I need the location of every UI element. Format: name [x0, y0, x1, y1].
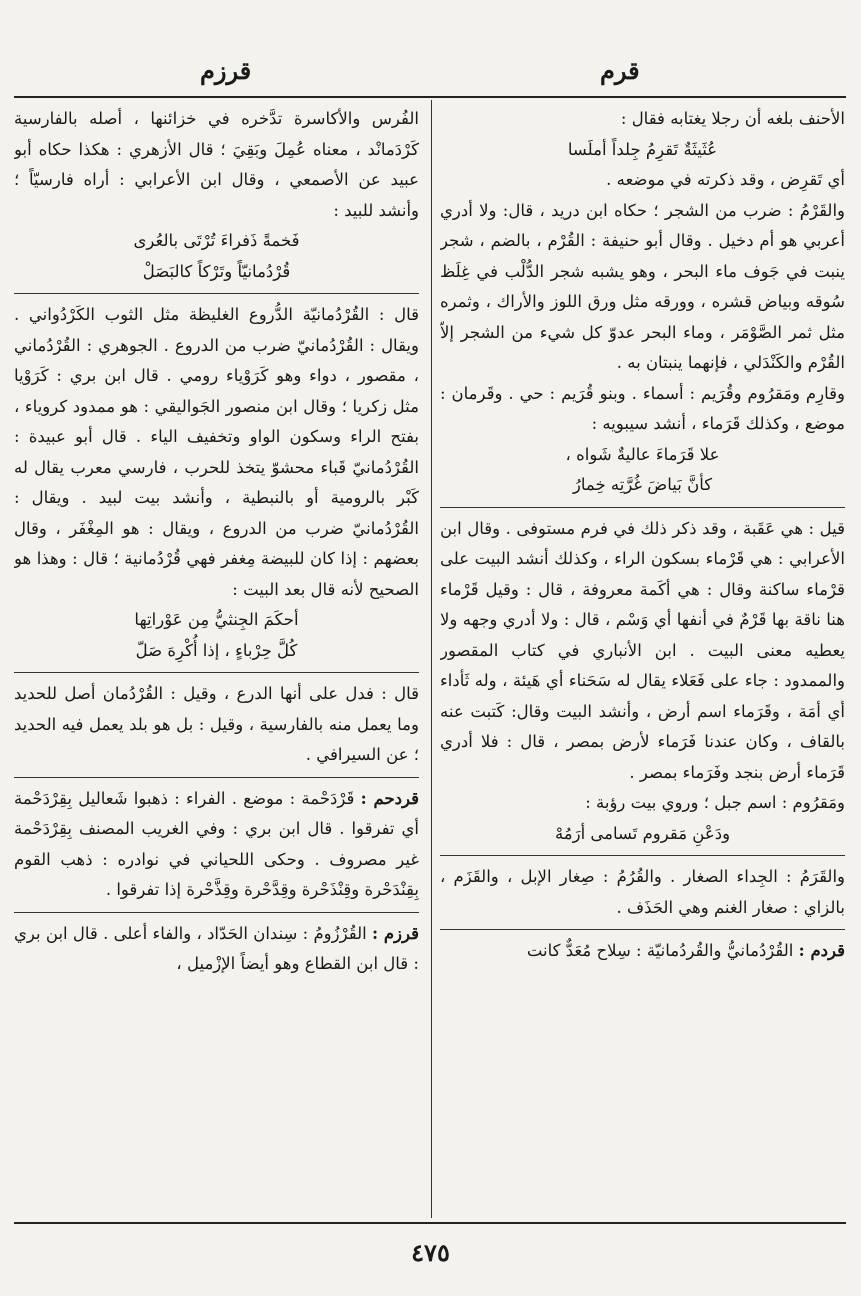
paragraph: الفُرس والأكاسرة تدَّخره في خزائنها ، أصله بالفارسية كَرْدَمانْد ، معناه عُمِلَ وبَقِيَ ؛ قال الأزهري : هكذا حكاه أبو عبيد عن الأصمعي ، وقال ابن الأعرابي : أراه فارسيّاً ؛ وأنشد للبيد :	[14, 109, 419, 220]
bottom-rule	[14, 1222, 846, 1224]
entry-text: قَرْدَحْمة : موضع . الفراء : ذهبوا شَعاليل بِقِرْدَحْمة أي تفرقوا . قال ابن بري : وفي الغريب المصنف بِقِرْدَحْمة غير مصروف . وحكى اللحياني في نوادره : ذهب القوم بِقِنْدَحْرة وقِنْذَحْرة وقِدَّحْرة وقِذَّحْرة إذا تفرقوا .	[14, 788, 419, 899]
page-number: ٤٧٥	[411, 1238, 450, 1267]
paragraph: والقَرْمُ : ضرب من الشجر ؛ حكاه ابن دريد ، قال: ولا أدري أعربي هو أم دخيل . وقال أبو حنيفة : القُرْم ، بالضم ، شجر ينبت في جَوف ماء البحر ، وهو يشبه شجر الدُّلْب في غِلَظ سُوقه وبياض قشره ، وورقه مثل ورق اللوز والأراك ، وثمره مثل ثمر الصَّوْمَر ، وماء البحر عدوّ كل شيء من الشجر إلاّ القُرْم والكَنْدَلي ، فإنهما ينبتان به .	[440, 200, 845, 372]
verse-line: علا قَرَماءَ عاليةٌ شَواه ،	[565, 444, 720, 464]
paragraph: والقَرَمُ : الجِداء الصغار . والقُرُمُ : صِغار الإبل ، والقَزَم ، بالزاي : صغار الغنم وهي الحَذَف .	[440, 867, 845, 917]
paragraph: ومَقرُوم : اسم جبل ؛ وروي بيت رؤبة :	[585, 793, 845, 812]
section-rule	[440, 507, 845, 508]
paragraph: قيل : هي عَقَبة ، وقد ذكر ذلك في فرم مستوفى . وقال ابن الأعرابي : هي قَرْماء بسكون الراء ، وكذلك أنشد البيت على قرْماء ساكنة وقال : هي أكَمة معروفة ، قال : وقيل قَرْماء هنا ناقة بها قَرْمٌ في أنفها أي وَسْم ، قال : ولا أدري وجهه ولا يعطيه معنى البيت . ابن الأنباري في كتاب المقصور والممدود : جاء على فَعَلاء يقال له سَحَناء أي هَيئة ، وله ثَأداء أي أمَة ، وقَرَماء اسم أرض ، وأنشد البيت وقال: كَتبت عنه بالقاف ، وكان عندنا فَرَماء لأرض بمصر ، قال : فلا أدري قَرَماء أرض بنجد وفَرَماء بمصر .	[440, 518, 845, 782]
paragraph: قال : القُرْدُمانيّة الدُّروع الغليظة مثل الثوب الكَرْدُواني . ويقال : القُرْدُمانيّ ضرب من الدروع . الجوهري : القُرْدُماني ، مقصور ، دواء وهو كَرَوْياء رومي . قال ابن بري : كَرَوْيا مثل زكريا ؛ وقال ابن منصور الجَواليقي : هو ممدود كروياء ، بفتح الراء وسكون الواو وتخفيف الياء . قال أبو عبيدة : القُرْدُمانيّ قَباء محشوّ يتخذ للحرب ، فارسي معرب يقال له كَبْر بالرومية أو بالنبطية ، وأنشد بيت لبيد . ويقال : القُرْدُمانيّ ضرب من الدروع ، ويقال : هو المِغْفَر ، وقال بعضهم : إذا كان للبيضة مِغفر فهي قُرْدُمانية ؛ قال : وهذا هو الصحيح لأنه قال بعد البيت :	[14, 305, 419, 599]
verse-line: كأنَّ بَياضَ غُرَّتِه خِمارُ	[572, 475, 713, 494]
section-rule	[14, 912, 419, 913]
verse-line: عُثَيثَةٌ تَقرِمُ جِلداً أملَسا	[567, 139, 718, 159]
right-column	[440, 104, 845, 1216]
entry-headword: قرزم :	[371, 923, 419, 943]
section-rule	[440, 929, 845, 930]
verse-line: كُلَّ حِرْباءٍ ، إذا أُكْرِهَ صَلّ	[135, 640, 298, 660]
header-word-right: قرم	[600, 56, 640, 85]
entry-qarzam	[14, 919, 419, 980]
paragraph: قال : فدل على أنها الدرع ، وقيل : القُرْدُمان أصل للحديد وما يعمل منه بالفارسية ، وقيل : بل هو بلد يعمل فيه الحديد ؛ عن السيرافي .	[14, 684, 419, 764]
section-rule	[440, 855, 845, 856]
verse-line: أحكَمَ الجِنثيُّ مِن عَوْراتِها	[134, 610, 299, 629]
verse-line: فَخمةً ذَفراءَ تُرْتَى بالعُرى	[133, 231, 300, 250]
header-word-left: قرزم	[200, 56, 252, 85]
verse-line: ودَعْنِ مَقروم تَسامى أرَمُهْ	[554, 823, 731, 843]
entry-headword: قردحم :	[360, 788, 419, 808]
paragraph: أي تَقرِض ، وقد ذكرته في موضعه .	[606, 170, 845, 189]
entry-headword: قردم :	[798, 941, 845, 960]
entry-text: القُرْدُمانيُّ والقُردُمانيّة : سِلاح مُعَدٌّ كانت	[526, 941, 794, 960]
left-column	[14, 104, 419, 1216]
top-rule	[14, 96, 846, 98]
page-header	[0, 50, 861, 96]
entry-qardam	[440, 936, 845, 967]
column-divider	[431, 100, 432, 1218]
paragraph: الأحنف بلغه أن رجلا يغتابه فقال :	[620, 109, 845, 128]
paragraph: وقارِم ومَقرُوم وقُرَيم : أسماء . وبنو قُرَيم : حي . وقَرمان : موضع ، وكذلك قَرَماء ، أنشد سيبويه :	[440, 383, 845, 433]
entry-qardahm	[14, 784, 419, 906]
section-rule	[14, 777, 419, 778]
verse-line: قُرْدُمانيّاً وتَرْكاً كالبَصَلْ	[142, 261, 291, 281]
section-rule	[14, 672, 419, 673]
entry-text: القُرْزُومُ : سِندان الحَدّاد ، والفاء أعلى . قال ابن بري : قال ابن القطاع وهو أيضاً الإزْميل ،	[14, 923, 419, 973]
section-rule	[14, 293, 419, 294]
